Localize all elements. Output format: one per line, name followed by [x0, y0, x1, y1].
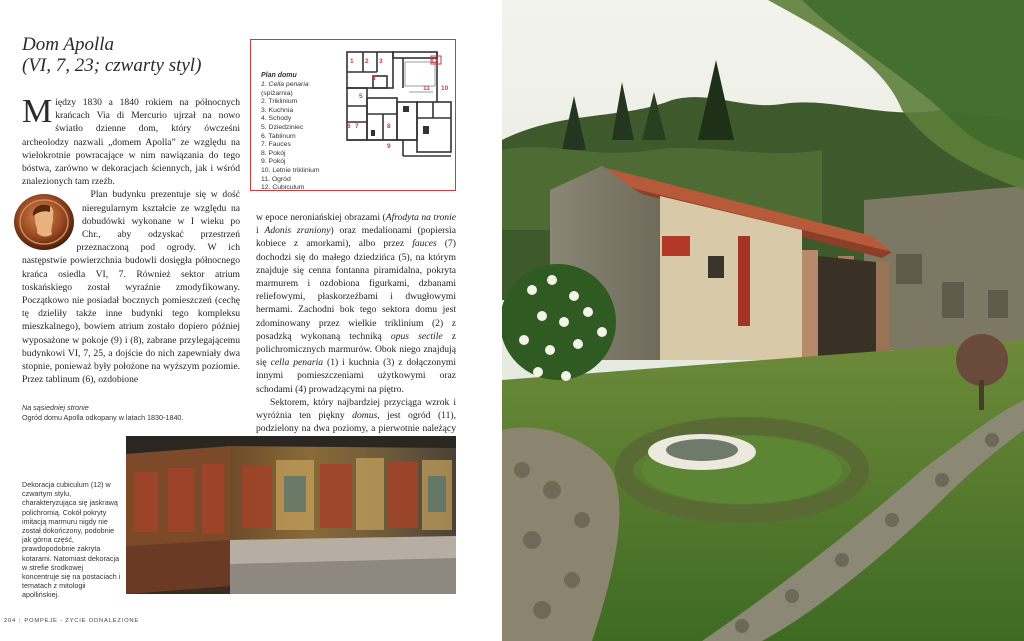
- paragraph-2: [22, 188, 240, 386]
- text-run-italic: Afrodyta na tronie: [385, 212, 456, 223]
- cubiculum-fresco-photo: [126, 436, 456, 594]
- title-line-2: (VI, 7, 23; czwarty styl): [22, 55, 202, 76]
- plan-legend: [261, 81, 320, 193]
- footer-separator: |: [19, 618, 22, 624]
- running-title: POMPEJE - ŻYCIE ODNALEZIONE: [24, 618, 140, 624]
- plan-room-number: 10: [441, 85, 449, 92]
- caption-facing-page-text: Ogród domu Apolla odkopany w latach 1830-1840.: [22, 412, 184, 422]
- caption-facing-page: [22, 403, 252, 422]
- caption-facing-page-label: Na sąsiedniej stronie: [22, 403, 89, 412]
- page-title: [22, 34, 242, 76]
- house-plan-box: [250, 39, 456, 191]
- text-run-italic: Adonis zraniony: [264, 225, 331, 237]
- plan-room-number: 3: [379, 58, 383, 65]
- text-run: w epoce neroniańskiej obrazami (: [256, 212, 386, 223]
- paragraph-2-text: Plan budynku prezentuje się w dość nieregularnym kształcie ze względu na dobudówki wykonane w I wieku po Chr., aby odzyskać przestrzeń przeznaczoną pod ogrody. W ich następstwie powierzchnia budowli dosięgła północnego krańca osiedla VI, 7. Również sektor atrium toskańskiego został wyraźnie zmodyfikowany. Początkowo nie posiadał bocznych pomieszczeń (cechę tę dzieliły także inne budynki tego kompleksu mieszkalnego), bowiem atrium zostało dopiero później wyposażone w pokoje (9) i (8), zabrane przylegającemu budynkowi VI, 7, 25, a dojście do nich zapewniały dwa stopnie, ponieważ były położone na wyższym poziomie. Przez tablinum (6), ozdobione: [22, 189, 240, 386]
- plan-legend-item: 6. Tablinum: [261, 132, 296, 140]
- paragraph-1-text: iędzy 1830 a 1840 rokiem na północnych krańcach Via di Mercurio ujrzał na nowo światło dzienne dom, który ówcześni archeolodzy nazwali „domem Apolla” ze względu na wielokrotnie powracające w nim nawiązania do tego bóstwa, zarówno w dekoracjach ściennych, jak i wśród znalezionych tam rzeźb.: [22, 97, 240, 188]
- plan-room-number: 9: [387, 143, 391, 150]
- plan-legend-item: 7. Fauces: [261, 141, 291, 149]
- drop-cap: M: [22, 93, 53, 130]
- plan-legend-item: 1. Cella penaria: [261, 81, 309, 88]
- plan-room-number: 8: [387, 123, 391, 130]
- plan-legend-item: 9. Pokój: [261, 158, 286, 166]
- body-column-1: [22, 93, 240, 386]
- left-page: [0, 0, 502, 641]
- plan-legend-item: 4. Schody: [261, 115, 292, 123]
- title-line-1: Dom Apolla: [22, 34, 115, 55]
- text-run: i: [256, 225, 265, 237]
- page-footer: [4, 618, 139, 624]
- text-run: ) oraz medalionami (popiersia kobiece z amorkami), albo przez: [256, 225, 456, 250]
- caption-fresco: Dekoracja cubiculum (12) w czwartym stylu, charakteryzująca się jaskrawą polichromią. Cokół pokryty imitacją marmuru nigdy nie został dokończony, podobnie jak górna część, prawdopodobnie zakryta kotarami. Natomiast dekoracja w strefie środkowej koncentruje się na postaciach i tematach z mitologii apollińskiej.: [22, 480, 121, 600]
- plan-room-number: 4: [372, 75, 376, 82]
- paragraph-intro: [22, 93, 240, 188]
- text-run: (7) dochodzi się do małego dziedzińca (5), na którym znajduje się cenna fontanna piramidalna, pokryta marmurem i ozdobiona figurkami, dzbanami reliefowymi, płaskorzeźbami i dwugłowymi hermami. Zachodni bok tego sektora domu jest zdominowany przez wielkie triklinium (2) z posadzką wykonaną techniką: [256, 238, 456, 342]
- text-run: (1) i kuchnia (3) z dołączonymi innymi pomieszczeniami użytkowymi oraz schodami (4) prowadzącymi na piętro.: [256, 357, 457, 395]
- plan-legend-item: 11. Ogród: [261, 175, 291, 183]
- house-plan-drawing: [343, 48, 453, 160]
- plan-legend-item: 8. Pokój: [261, 149, 286, 157]
- garden-house-photo: [502, 0, 1024, 641]
- plan-room-number: 1: [350, 58, 354, 65]
- plan-legend-item: 10. Letnie triklinium: [261, 166, 320, 174]
- text-run-italic: cella penaria: [270, 357, 324, 369]
- page-number: 204: [4, 618, 17, 624]
- plan-room-number: 7: [355, 123, 359, 130]
- plan-heading: Plan domu: [261, 72, 297, 79]
- text-run: z polichromicznych marmurów. Obok niego znajdują się: [256, 330, 456, 369]
- plan-legend-item: 2. Triklinium: [261, 98, 298, 106]
- text-run: Sektorem, który najbardziej przyciąga wzrok i wyróżnia ten piękny: [256, 396, 456, 422]
- text-run-italic: domus: [352, 410, 378, 422]
- plan-room-number: 2: [365, 58, 369, 65]
- text-run-italic: fauces: [412, 238, 437, 250]
- plan-legend-item: 3. Kuchnia: [261, 106, 294, 114]
- text-run: , jest ogród (11), podzielony na dwa poziomy, a pierwotnie należący: [256, 410, 456, 435]
- paragraph-3: [256, 211, 456, 396]
- text-run-italic: opus sectile: [390, 330, 443, 342]
- plan-room-number: 5: [359, 93, 363, 100]
- plan-room-number: 6: [347, 123, 351, 130]
- apollo-medallion-image: [10, 192, 76, 252]
- plan-legend-item: (spiżarnia): [261, 89, 293, 97]
- plan-legend-item: 5. Dziedziniec: [261, 123, 304, 131]
- body-column-2: [256, 211, 456, 449]
- plan-legend-item: 12. Cubiculum: [261, 184, 305, 192]
- plan-room-number: 11: [423, 85, 430, 92]
- plan-room-number: 12: [431, 58, 439, 65]
